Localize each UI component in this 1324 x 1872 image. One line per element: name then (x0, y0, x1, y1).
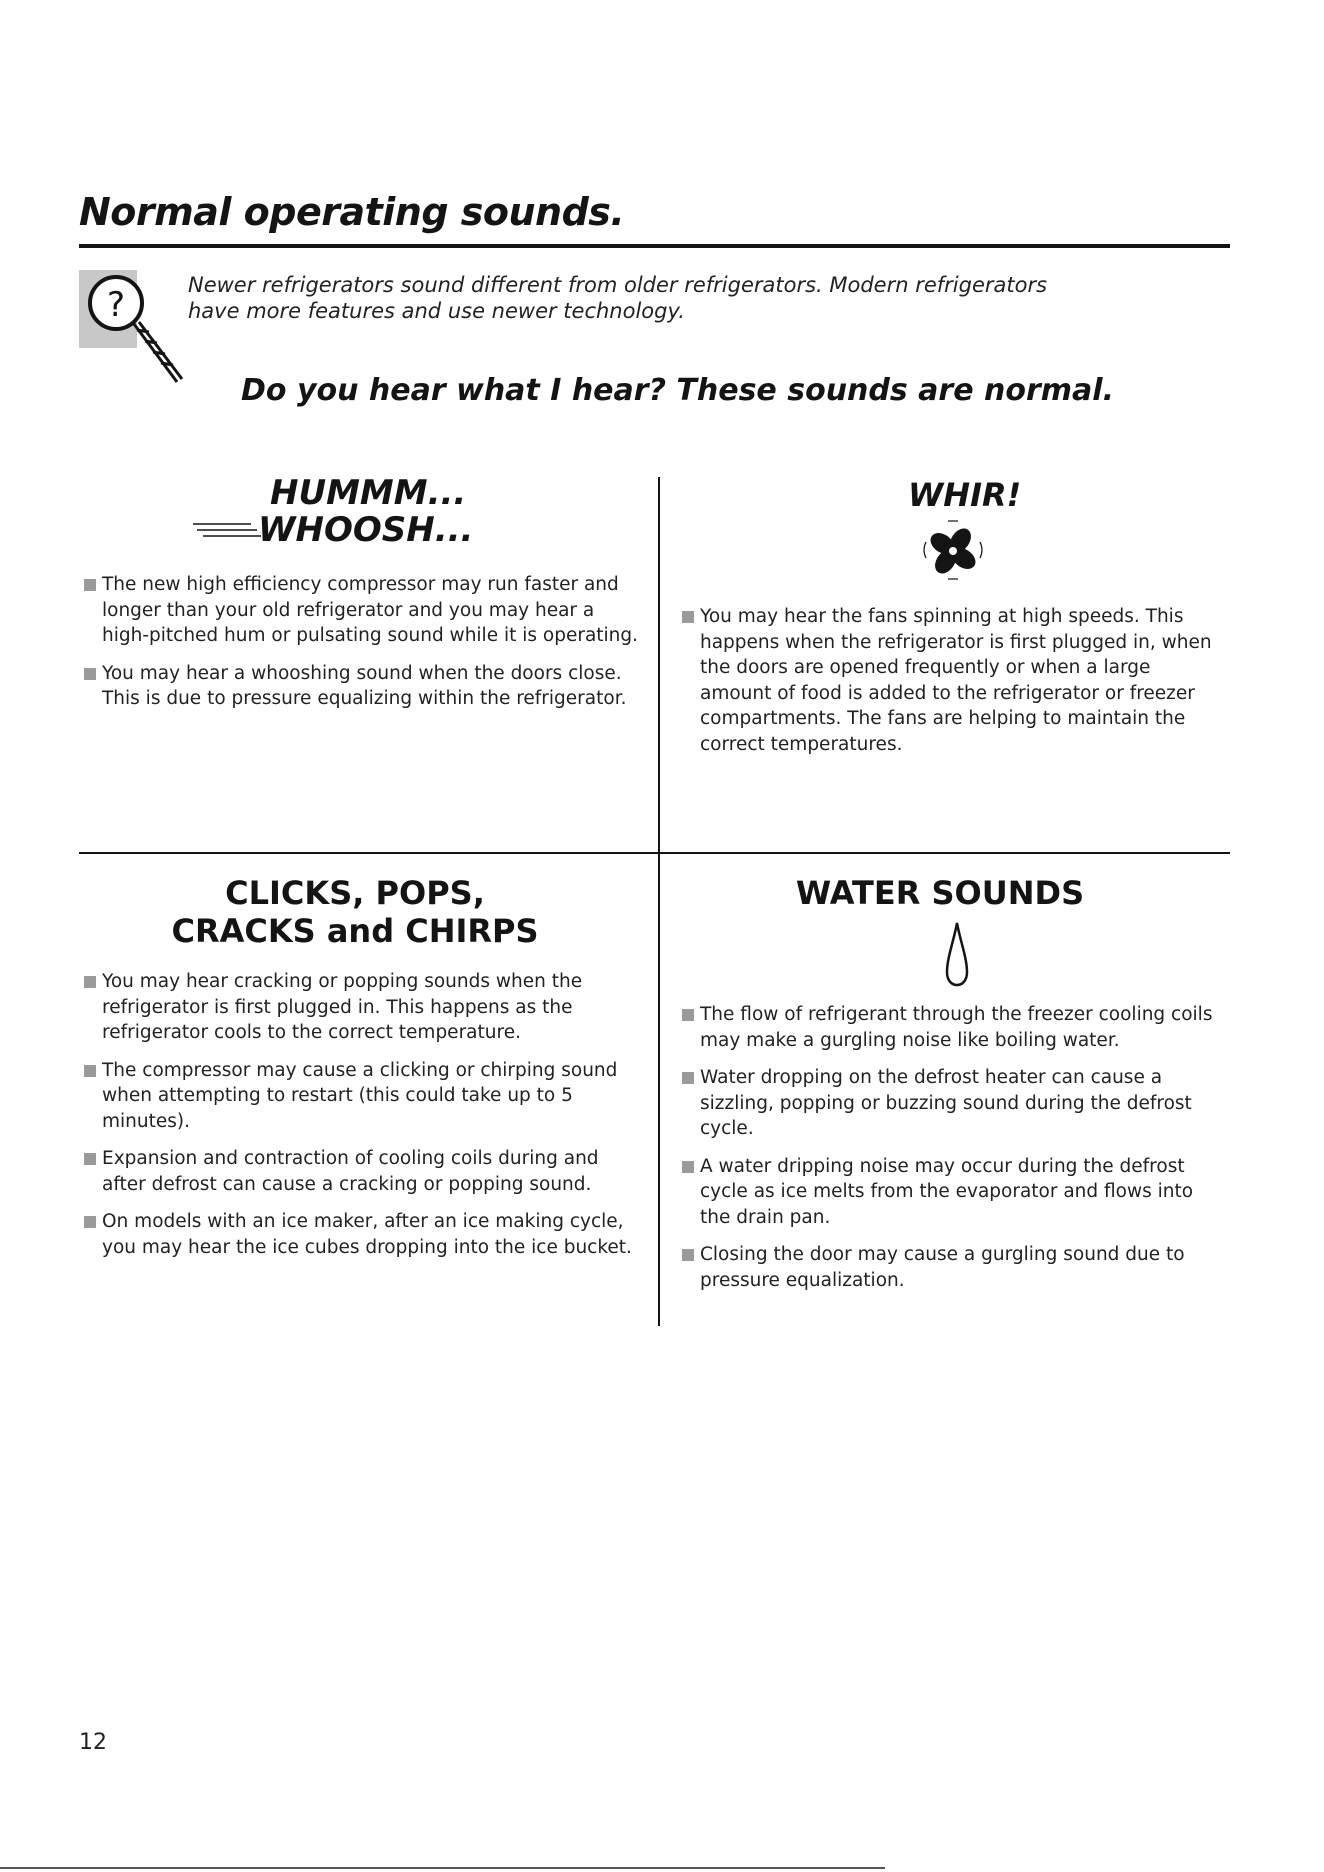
section-subtitle: Do you hear what I hear? These sounds are normal. (241, 373, 1114, 408)
svg-text:?: ? (106, 285, 126, 325)
hum-heading: HUMMM... (270, 473, 467, 513)
whir-heading: WHIR! (908, 476, 1022, 514)
clicks-list (81, 969, 641, 1272)
list-item: Closing the door may cause a gurgling sound due to pressure equalization. (679, 1242, 1219, 1293)
water-heading: WATER SOUNDS (795, 874, 1085, 912)
horizontal-divider (79, 852, 1230, 854)
fan-icon (918, 518, 988, 582)
page-number: 12 (79, 1730, 107, 1755)
water-list (679, 1002, 1219, 1305)
page-title: Normal operating sounds. (79, 190, 625, 234)
whir-list (679, 604, 1219, 769)
water-drop-icon (944, 920, 970, 988)
list-item: The flow of refrigerant through the freezer cooling coils may make a gurgling noise like boiling water. (679, 1002, 1219, 1053)
intro-text: Newer refrigerators sound different from older refrigerators. Modern refrigerators have more features and use newer technology. (188, 273, 1048, 323)
list-item: The compressor may cause a clicking or chirping sound when attempting to restart (this could take up to 5 minutes). (81, 1058, 641, 1135)
list-item: You may hear the fans spinning at high speeds. This happens when the refrigerator is first plugged in, when the doors are opened frequently or when a large amount of food is added to the refrigerator or freezer compartments. The fans are helping to maintain the correct temperatures. (679, 604, 1219, 757)
clicks-heading-line1: CLICKS, POPS, (225, 874, 485, 912)
list-item: Expansion and contraction of cooling coils during and after defrost can cause a cracking or popping sound. (81, 1146, 641, 1197)
list-item: You may hear cracking or popping sounds when the refrigerator is first plugged in. This happens as the refrigerator cools to the correct temperature. (81, 969, 641, 1046)
list-item: You may hear a whooshing sound when the doors close. This is due to pressure equalizing within the refrigerator. (81, 661, 641, 712)
bottom-rule (0, 1867, 885, 1869)
list-item: The new high efficiency compressor may run faster and longer than your old refrigerator and you may hear a high-pitched hum or pulsating sound while it is operating. (81, 572, 641, 649)
clicks-heading (150, 874, 560, 950)
list-item: Water dropping on the defrost heater can cause a sizzling, popping or buzzing sound during the defrost cycle. (679, 1065, 1219, 1142)
list-item: A water dripping noise may occur during the defrost cycle as ice melts from the evaporator and flows into the drain pan. (679, 1154, 1219, 1231)
list-item: On models with an ice maker, after an ice making cycle, you may hear the ice cubes dropping into the ice bucket. (81, 1209, 641, 1260)
question-magnifier-icon (79, 266, 189, 386)
hum-list (81, 572, 641, 724)
title-rule (79, 244, 1230, 248)
clicks-heading-line2: CRACKS and CHIRPS (171, 912, 539, 950)
whoosh-heading: WHOOSH... (258, 510, 474, 550)
vertical-divider (658, 477, 660, 1326)
whoosh-lines-icon (193, 520, 263, 540)
